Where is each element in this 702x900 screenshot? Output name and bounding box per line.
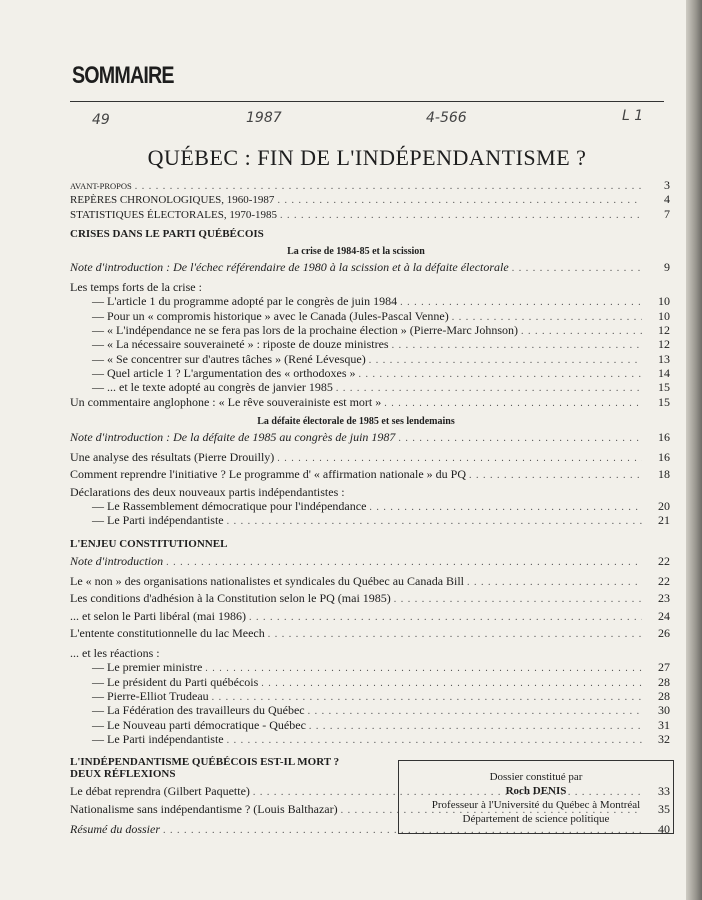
credits-line1: Dossier constitué par <box>489 771 583 783</box>
toc-row <box>70 431 670 445</box>
toc-page: 26 <box>658 625 670 640</box>
toc-label: — Le Rassemblement démocratique pour l'indépendance <box>92 499 367 514</box>
handwritten-note-2: 1987 <box>246 110 282 126</box>
handwritten-note-1: 49 <box>92 112 110 128</box>
toc-label: — Le président du Parti québécois <box>92 674 259 689</box>
toc-page: 21 <box>658 513 670 528</box>
toc-page: 16 <box>658 450 670 465</box>
toc-row <box>70 486 670 500</box>
toc-page: 12 <box>658 337 670 352</box>
toc-row <box>70 338 670 352</box>
toc-row <box>70 575 670 589</box>
toc-label: Note d'introduction : De la défaite de 1985 au congrès de juin 1987 <box>70 429 396 444</box>
toc-label: Les temps forts de la crise : <box>70 280 202 295</box>
toc-page: 40 <box>658 821 670 836</box>
toc-row <box>70 324 670 338</box>
toc-row <box>70 610 670 624</box>
toc-label: — L'article 1 du programme adopté par le congrès de juin 1984 <box>92 294 398 309</box>
toc-page: 9 <box>664 259 670 274</box>
section-heading: L'INDÉPENDANTISME QUÉBÉCOIS EST-IL MORT ? <box>70 756 340 769</box>
toc-label: Les conditions d'adhésion à la Constitution selon le PQ (mai 1985) <box>70 591 391 606</box>
credits-line3: Département de science politique <box>462 813 610 825</box>
section-heading: DEUX RÉFLEXIONS <box>70 768 176 781</box>
toc-label: ... et selon le Parti libéral (mai 1986) <box>70 608 246 623</box>
toc-page: 16 <box>658 429 670 444</box>
toc-label: — ... et le texte adopté au congrès de janvier 1985 <box>92 380 333 395</box>
toc-page: 14 <box>658 365 670 380</box>
toc-row <box>70 704 670 718</box>
toc-label: — Quel article 1 ? L'argumentation des « orthodoxes » <box>92 365 356 380</box>
toc-label: — La Fédération des travailleurs du Québec <box>92 703 305 718</box>
toc-label: — Le Parti indépendantiste <box>92 731 224 746</box>
toc-label: Nationalisme sans indépendantisme ? (Louis Balthazar) <box>70 801 338 816</box>
toc-page: 18 <box>658 467 670 482</box>
toc-row <box>70 661 670 675</box>
toc-page: 22 <box>658 553 670 568</box>
toc-label: L'entente constitutionnelle du lac Meech <box>70 625 265 640</box>
section-heading: L'ENJEU CONSTITUTIONNEL <box>70 537 228 550</box>
toc-label: Déclarations des deux nouveaux partis indépendantistes : <box>70 484 345 499</box>
bleed-through-shadow <box>260 6 284 80</box>
toc-row <box>70 179 670 193</box>
handwritten-note-4: L 1 <box>622 108 644 124</box>
toc-label: REPÈRES CHRONOLOGIQUES, 1960-1987 <box>70 194 275 207</box>
toc-label: — Le Nouveau parti démocratique - Québec <box>92 717 306 732</box>
credits-author: Roch DENIS <box>505 785 567 797</box>
toc-label: — Pierre-Elliot Trudeau <box>92 689 209 704</box>
toc-row <box>70 261 670 275</box>
toc-label: — Le premier ministre <box>92 660 203 675</box>
toc-page: 23 <box>658 591 670 606</box>
toc-row <box>70 468 670 482</box>
toc-row <box>70 208 670 222</box>
toc-row <box>70 396 670 410</box>
toc-label: — Le Parti indépendantiste <box>92 513 224 528</box>
toc-page: 27 <box>658 660 670 675</box>
header-rule <box>70 101 664 102</box>
toc-label: — « L'indépendance ne se fera pas lors de la prochaine élection » (Pierre-Marc Johnson) <box>92 323 518 338</box>
table-of-contents <box>70 179 670 837</box>
toc-row <box>70 295 670 309</box>
toc-row <box>70 514 670 528</box>
page-binding-edge <box>686 0 702 900</box>
toc-page: 10 <box>658 294 670 309</box>
toc-row <box>70 690 670 704</box>
toc-row <box>70 193 670 207</box>
toc-label: Note d'introduction : De l'échec référendaire de 1980 à la scission et à la défaite électorale <box>70 259 509 274</box>
toc-page: 22 <box>658 573 670 588</box>
toc-page: 28 <box>658 674 670 689</box>
toc-page: 28 <box>658 689 670 704</box>
toc-row <box>70 719 670 733</box>
toc-label: — Pour un « compromis historique » avec le Canada (Jules-Pascal Venne) <box>92 308 449 323</box>
toc-row <box>70 451 670 465</box>
toc-row <box>70 310 670 324</box>
subsection-heading: La crise de 1984-85 et la scission <box>287 245 425 257</box>
toc-label: AVANT-PROPOS <box>70 181 132 191</box>
credits-line2: Professeur à l'Université du Québec à Montréal <box>431 799 641 811</box>
toc-label: STATISTIQUES ÉLECTORALES, 1970-1985 <box>70 208 277 221</box>
toc-row <box>70 627 670 641</box>
toc-page: 10 <box>658 308 670 323</box>
toc-page: 35 <box>658 801 670 816</box>
toc-row <box>70 676 670 690</box>
subsection-heading: La défaite électorale de 1985 et ses lendemains <box>257 415 455 427</box>
toc-label: ... et les réactions : <box>70 646 160 661</box>
toc-label: Le « non » des organisations nationalistes et syndicales du Québec au Canada Bill <box>70 573 465 588</box>
toc-page: 12 <box>658 323 670 338</box>
toc-label: Un commentaire anglophone : « Le rêve souverainiste est mort » <box>70 394 382 409</box>
main-title: QUÉBEC : FIN DE L'INDÉPENDANTISME ? <box>147 145 587 170</box>
toc-page: 3 <box>664 178 670 192</box>
toc-row <box>70 592 670 606</box>
toc-label: Résumé du dossier <box>70 821 160 836</box>
section-heading: CRISES DANS LE PARTI QUÉBÉCOIS <box>70 227 264 240</box>
toc-label: Le débat reprendra (Gilbert Paquette) <box>70 784 250 799</box>
toc-page: 24 <box>658 608 670 623</box>
credits-box <box>398 760 674 834</box>
toc-label: Une analyse des résultats (Pierre Drouilly) <box>70 450 275 465</box>
toc-page: 30 <box>658 703 670 718</box>
toc-page: 32 <box>658 731 670 746</box>
toc-label: — « Se concentrer sur d'autres tâches » (René Lévesque) <box>92 351 366 366</box>
toc-page: 15 <box>658 380 670 395</box>
toc-row <box>70 555 670 569</box>
toc-row <box>70 733 670 747</box>
toc-page: 20 <box>658 499 670 514</box>
toc-page: 15 <box>658 394 670 409</box>
toc-label: Comment reprendre l'initiative ? Le programme d' « affirmation nationale » du PQ <box>70 467 466 482</box>
toc-row <box>70 500 670 514</box>
toc-page: 7 <box>664 206 670 221</box>
toc-page: 13 <box>658 351 670 366</box>
toc-row <box>70 367 670 381</box>
toc-page: 33 <box>658 784 670 799</box>
toc-label: Note d'introduction <box>70 553 164 568</box>
toc-row <box>70 353 670 367</box>
toc-row <box>70 647 670 661</box>
handwritten-note-3: 4-566 <box>426 110 467 126</box>
sommaire-heading: SOMMAIRE <box>72 62 174 89</box>
toc-row <box>70 281 670 295</box>
toc-label: — « La nécessaire souveraineté » : riposte de douze ministres <box>92 337 389 352</box>
toc-page: 31 <box>658 717 670 732</box>
toc-page: 4 <box>664 192 670 207</box>
toc-row <box>70 381 670 395</box>
